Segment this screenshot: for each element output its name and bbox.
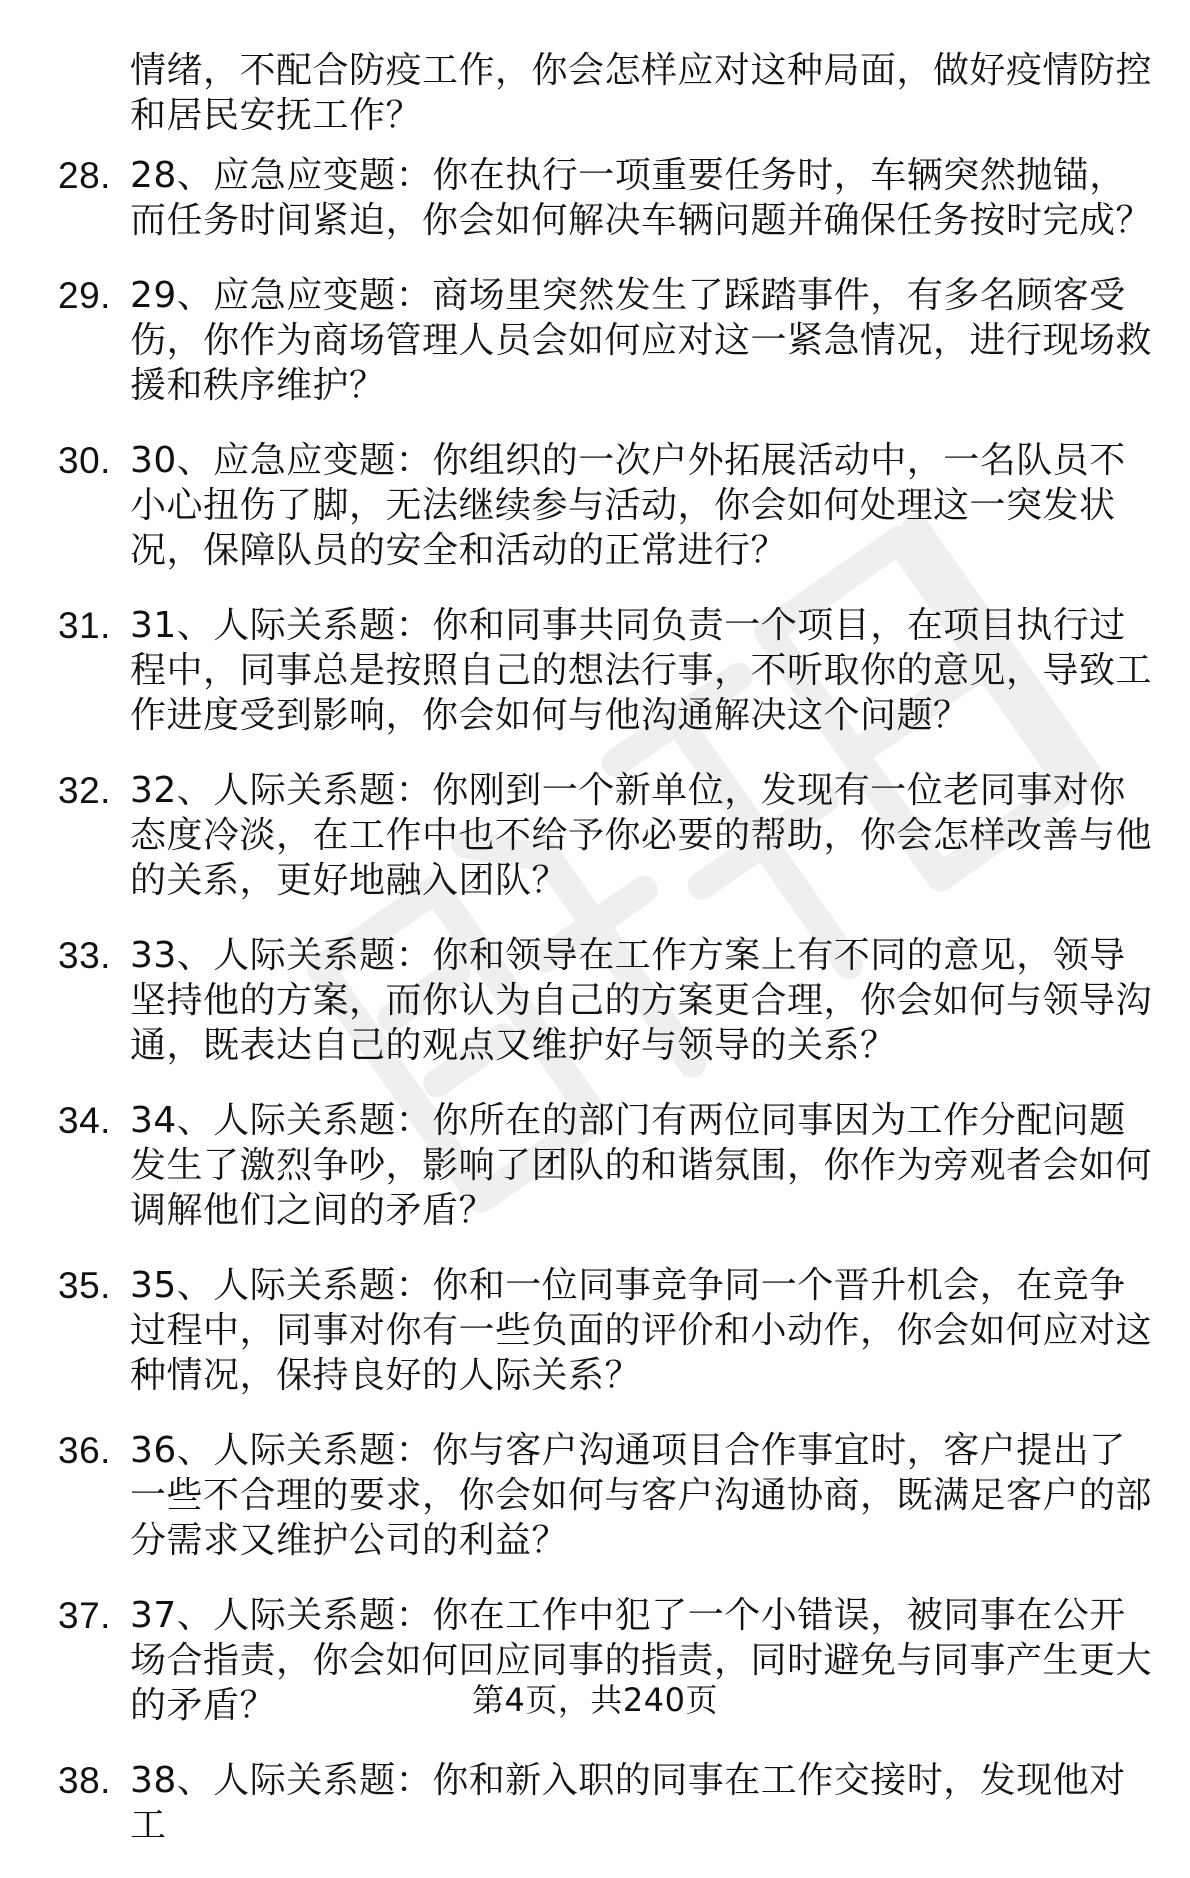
question-text: 28、应急应变题：你在执行一项重要任务时，车辆突然抛锚，而任务时间紧迫，你会如何解决车辆问题并确保任务按时完成？ bbox=[130, 155, 1153, 241]
question-number: 32. bbox=[58, 770, 111, 811]
list-item bbox=[0, 273, 1190, 408]
question-number: 36. bbox=[58, 1430, 111, 1471]
question-number: 34. bbox=[58, 1100, 111, 1141]
question-number: 29. bbox=[58, 275, 111, 316]
question-text: 34、人际关系题：你所在的部门有两位同事因为工作分配问题发生了激烈争吵，影响了团队的和谐氛围，你作为旁观者会如何调解他们之间的矛盾？ bbox=[130, 1100, 1153, 1231]
question-number: 31. bbox=[58, 605, 111, 646]
question-text: 30、应急应变题：你组织的一次户外拓展活动中，一名队员不小心扭伤了脚，无法继续参与活动，你会如何处理这一突发状况，保障队员的安全和活动的正常进行？ bbox=[130, 440, 1126, 571]
question-text: 35、人际关系题：你和一位同事竞争同一个晋升机会，在竞争过程中，同事对你有一些负面的评价和小动作，你会如何应对这种情况，保持良好的人际关系？ bbox=[130, 1265, 1153, 1396]
question-text: 38、人际关系题：你和新入职的同事在工作交接时，发现他对工 bbox=[130, 1760, 1126, 1846]
list-item bbox=[0, 1263, 1190, 1398]
question-text: 33、人际关系题：你和领导在工作方案上有不同的意见，领导坚持他的方案，而你认为自己的方案更合理，你会如何与领导沟通，既表达自己的观点又维护好与领导的关系？ bbox=[130, 935, 1153, 1066]
question-number: 28. bbox=[58, 155, 111, 196]
question-number: 33. bbox=[58, 935, 111, 976]
list-item bbox=[0, 153, 1190, 243]
question-text: 37、人际关系题：你在工作中犯了一个小错误，被同事在公开场合指责，你会如何回应同事的指责，同时避免与同事产生更大的矛盾？ bbox=[130, 1595, 1153, 1726]
question-text: 31、人际关系题：你和同事共同负责一个项目，在项目执行过程中，同事总是按照自己的想法行事，不听取你的意见，导致工作进度受到影响，你会如何与他沟通解决这个问题？ bbox=[130, 605, 1153, 736]
list-item bbox=[0, 1098, 1190, 1233]
question-number: 37. bbox=[58, 1595, 111, 1636]
question-number: 30. bbox=[58, 440, 111, 481]
question-text: 36、人际关系题：你与客户沟通项目合作事宜时，客户提出了一些不合理的要求，你会如何与客户沟通协商，既满足客户的部分需求又维护公司的利益？ bbox=[130, 1430, 1153, 1561]
question-text: 29、应急应变题：商场里突然发生了踩踏事件，有多名顾客受伤，你作为商场管理人员会如何应对这一紧急情况，进行现场救援和秩序维护？ bbox=[130, 275, 1153, 406]
question-number: 38. bbox=[58, 1760, 111, 1801]
continued-question-text: 情绪，不配合防疫工作，你会怎样应对这种局面，做好疫情防控和居民安抚工作？ bbox=[130, 50, 1153, 136]
list-item bbox=[0, 1758, 1190, 1848]
list-item bbox=[0, 768, 1190, 903]
list-item bbox=[0, 603, 1190, 738]
list-item bbox=[0, 438, 1190, 573]
question-list bbox=[0, 153, 1190, 1878]
page-footer: 第4页，共240页 bbox=[472, 1681, 718, 1719]
question-number: 35. bbox=[58, 1265, 111, 1306]
list-item bbox=[0, 933, 1190, 1068]
question-text: 32、人际关系题：你刚到一个新单位，发现有一位老同事对你态度冷淡，在工作中也不给予你必要的帮助，你会怎样改善与他的关系，更好地融入团队？ bbox=[130, 770, 1153, 901]
list-item bbox=[0, 1428, 1190, 1563]
